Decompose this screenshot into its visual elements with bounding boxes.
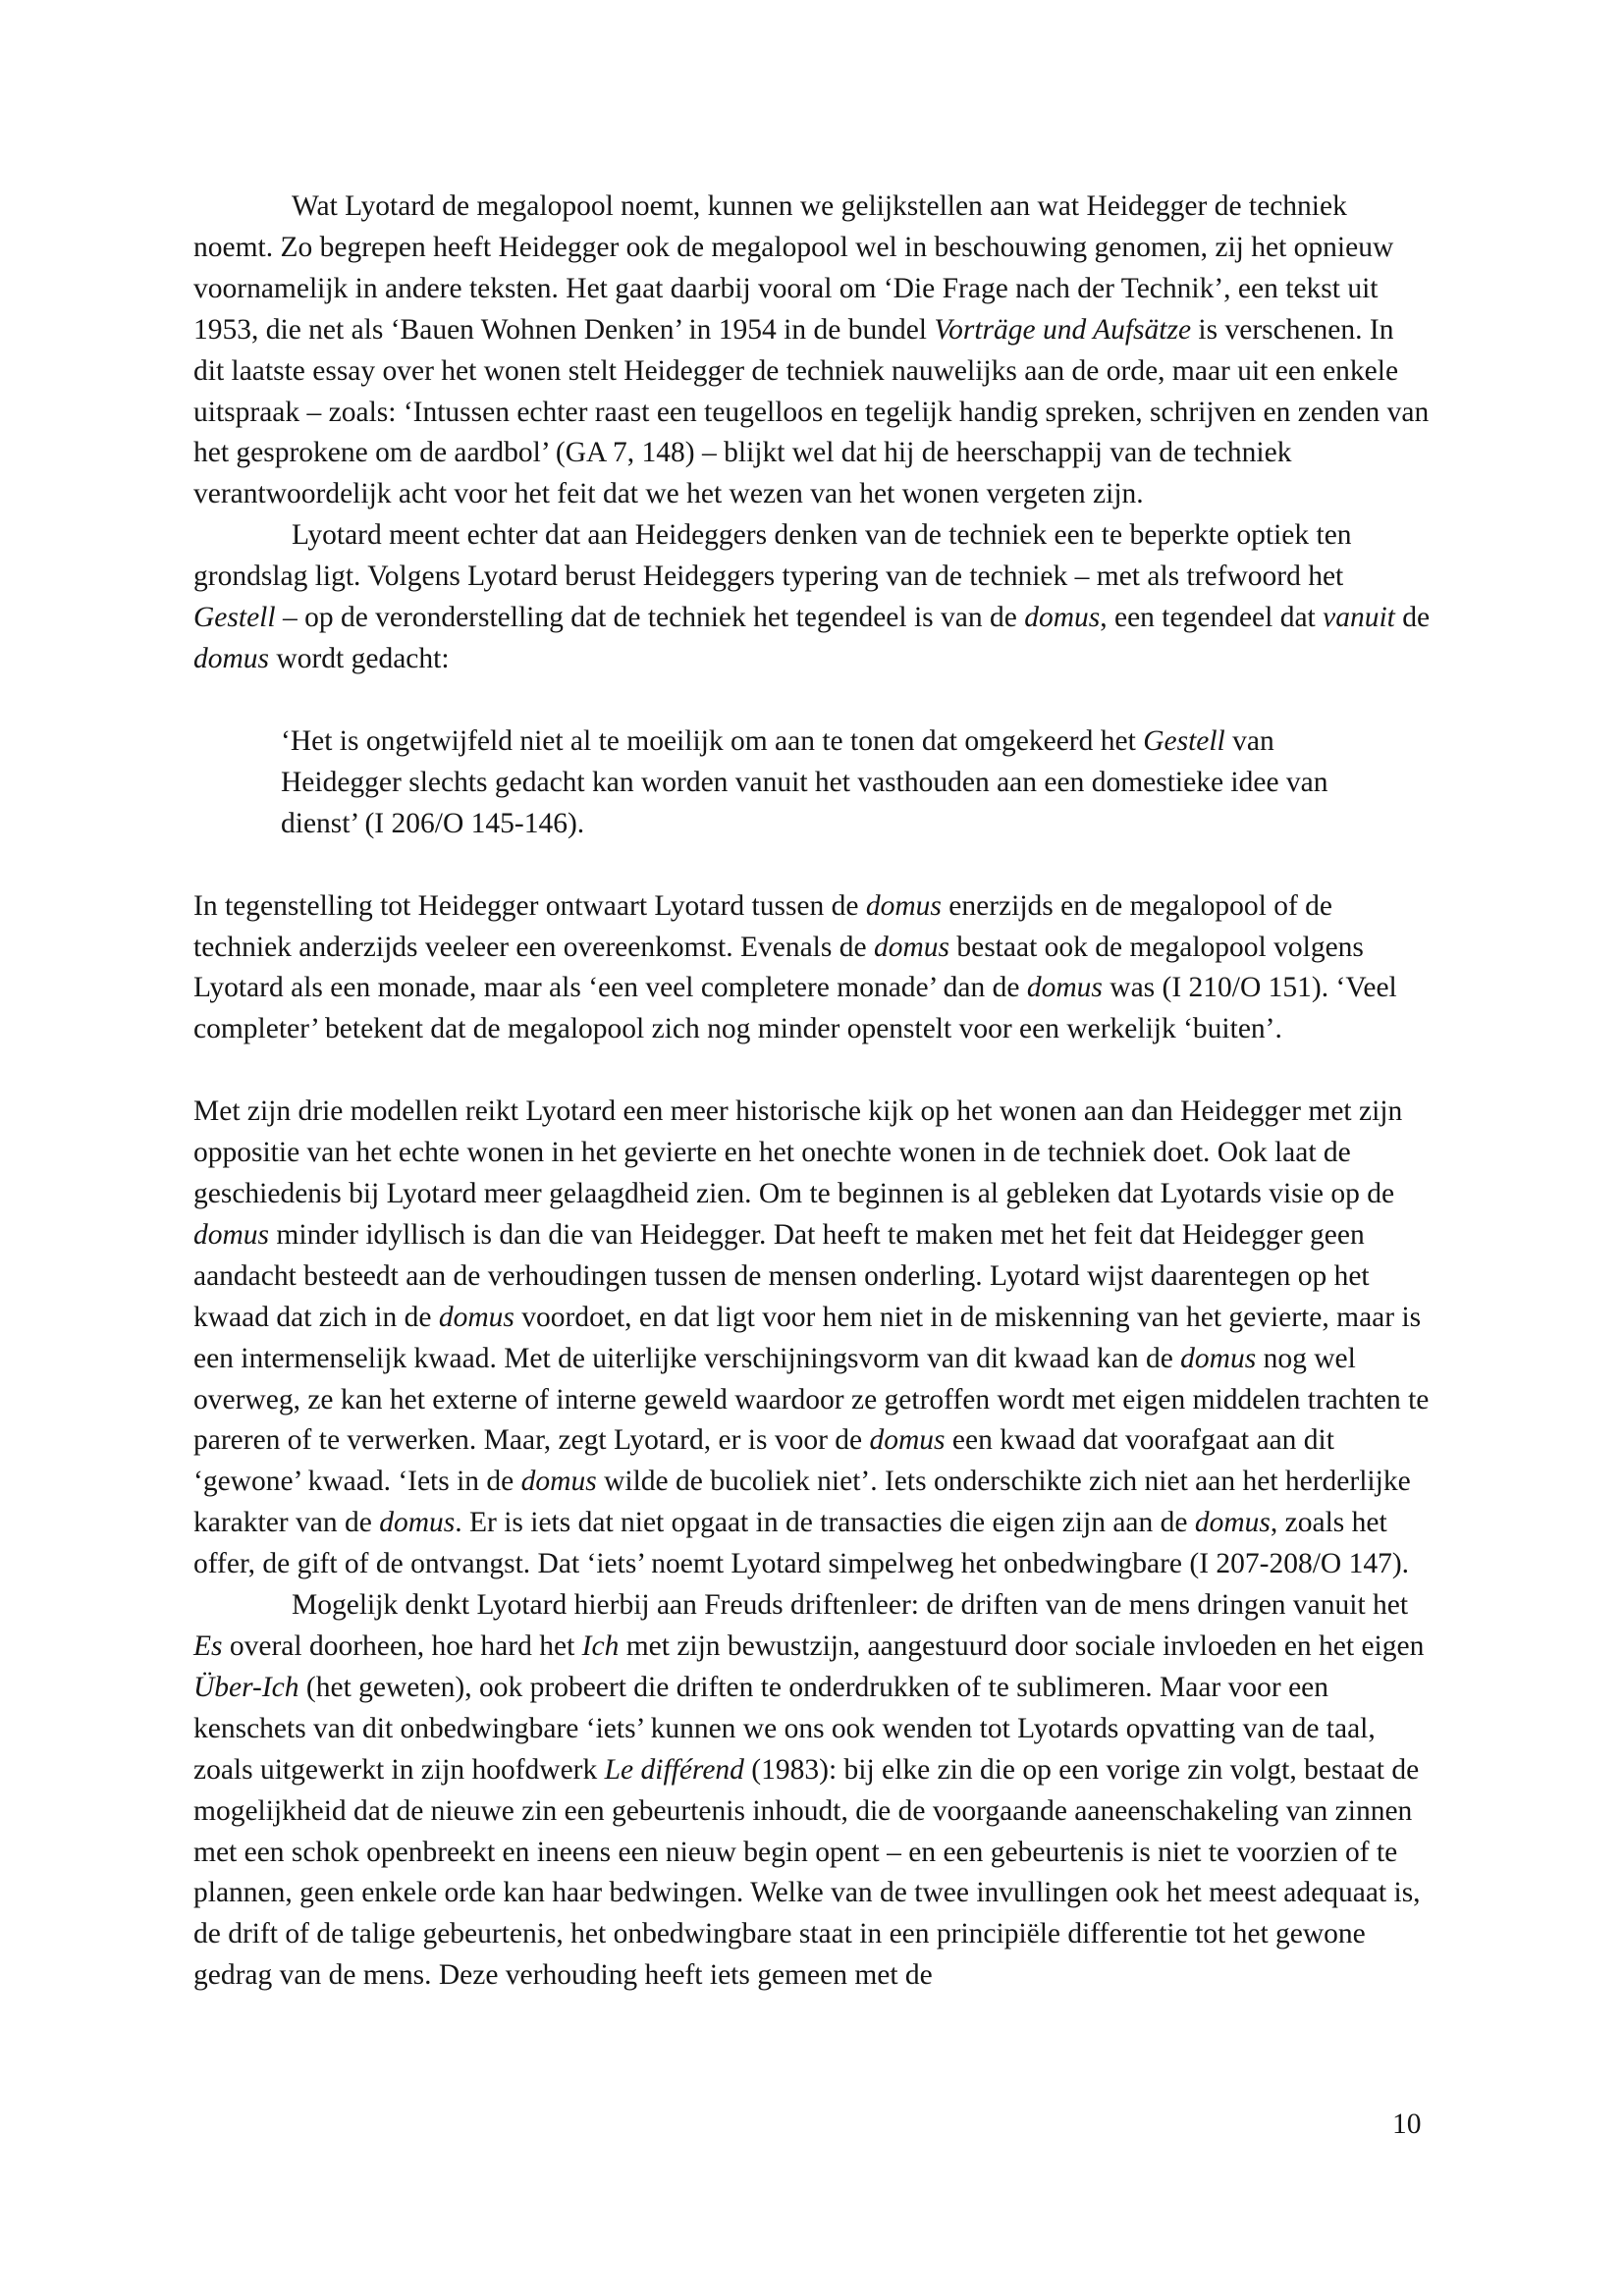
text-span: . Er is iets dat niet opgaat in de transacties die eigen zijn aan de	[455, 1507, 1195, 1539]
body-text	[193, 187, 1431, 1997]
text-span: ‘Het is ongetwijfeld niet al te moeilijk om aan te tonen dat omgekeerd het	[281, 724, 1144, 757]
block-quote	[281, 721, 1381, 845]
text-span: bestaat ook de megalopool volgens Lyotard als een monade, maar als ‘een veel completere monade’ dan de	[193, 931, 1364, 1004]
italic-text: domus	[438, 1301, 514, 1333]
text-span: overal doorheen, hoe hard het	[222, 1630, 582, 1662]
text-span: minder idyllisch is dan die van Heidegger. Dat heeft te maken met het feit dat Heidegger geen aandacht besteedt aan de verhoudingen tussen de mensen onderling. Lyotard wijst daarentegen op het kwaad dat zich in de	[193, 1218, 1370, 1333]
italic-text: domus	[869, 1424, 946, 1457]
text-span: de	[1394, 602, 1431, 634]
italic-text: domus	[1180, 1342, 1257, 1374]
italic-text: domus	[1024, 602, 1101, 634]
text-span: van Heidegger slechts gedacht kan worden vanuit het vasthouden aan een domestieke idee van dienst’ (I 206/O 145-146).	[281, 724, 1328, 839]
text-span: (1983): bij elke zin die op een vorige zin volgt, bestaat de mogelijkheid dat de nieuwe zin een gebeurtenis inhoudt, die de voorgaande aaneenschakeling van zinnen met een schok openbreekt en ineens een nieuw begin opent – en een gebeurtenis is niet te voorzien of te plannen, geen enkele orde kan haar bedwingen. Welke van de twee invullingen ook het meest adequaat is, de drift of de talige gebeurtenis, het onbedwingbare staat in een principiële differentie tot het gewone gedrag van de mens. Deze verhouding heeft iets gemeen met de	[193, 1753, 1421, 1992]
text-span: wilde de bucoliek niet’. Iets onderschikte zich niet aan het herderlijke karakter van de	[193, 1466, 1411, 1539]
italic-text: domus	[520, 1466, 597, 1498]
text-span: nog wel overweg, ze kan het externe of interne geweld waardoor ze getroffen wordt met eigen middelen trachten te pareren of te verwerken. Maar, zegt Lyotard, er is voor de	[193, 1342, 1430, 1457]
text-span: In tegenstelling tot Heidegger ontwaart Lyotard tussen de	[193, 889, 866, 922]
text-span: met zijn bewustzijn, aangestuurd door sociale invloeden en het eigen	[619, 1630, 1425, 1662]
italic-text: domus	[1194, 1507, 1271, 1539]
text-span: – op de veronderstelling dat de techniek het tegendeel is van de	[275, 602, 1025, 634]
paragraph	[193, 886, 1431, 1051]
text-span: Lyotard meent echter dat aan Heideggers denken van de techniek een te beperkte optiek ten grondslag ligt. Volgens Lyotard berust Heideggers typering van de techniek – met als trefwoord het	[193, 519, 1352, 593]
paragraph	[193, 515, 1431, 680]
italic-text: domus	[193, 642, 270, 674]
italic-text: Vorträge und Aufsätze	[934, 313, 1192, 346]
text-span: wordt gedacht:	[269, 642, 450, 674]
text-span: Met zijn drie modellen reikt Lyotard een meer historische kijk op het wonen aan dan Heidegger met zijn oppositie van het echte wonen in het gevierte en het onechte wonen in de techniek doet. Ook laat de geschiedenis bij Lyotard meer gelaagdheid zien. Om te beginnen is al gebleken dat Lyotards visie op de	[193, 1095, 1403, 1210]
italic-text: Gestell	[1143, 724, 1225, 757]
italic-text: domus	[873, 931, 949, 963]
italic-text: domus	[193, 1218, 270, 1251]
text-span: is verschenen. In dit laatste essay over het wonen stelt Heidegger de techniek nauwelijks aan de orde, maar uit een enkele uitspraak – zoals: ‘Intussen echter raast een teugelloos en tegelijk handig spreken, schrijven en zenden van het gesprokene om de aardbol’ (GA 7, 148) – blijkt wel dat hij de heerschappij van de techniek verantwoordelijk acht voor het feit dat we het wezen van het wonen vergeten zijn.	[193, 313, 1430, 510]
paragraph	[193, 1092, 1431, 1585]
text-span: , een tegendeel dat	[1100, 602, 1324, 634]
paragraph	[193, 187, 1431, 515]
page-number: 10	[1392, 2109, 1422, 2140]
italic-text: domus	[865, 889, 942, 922]
paragraph	[193, 1585, 1431, 1997]
text-span: Mogelijk denkt Lyotard hierbij aan Freuds driftenleer: de driften van de mens dringen vanuit het	[292, 1589, 1409, 1622]
text-span: Wat Lyotard de megalopool noemt, kunnen we gelijkstellen aan wat Heidegger de techniek noemt. Zo begrepen heeft Heidegger ook de megalopool wel in beschouwing genomen, zij het opnieuw voornamelijk in andere teksten. Het gaat daarbij vooral om ‘Die Frage nach der Technik’, een tekst uit 1953, die net als ‘Bauen Wohnen Denken’ in 1954 in de bundel	[193, 190, 1394, 346]
text-span: een kwaad dat voorafgaat aan dit ‘gewone’ kwaad. ‘Iets in de	[193, 1424, 1334, 1498]
text-span: (het geweten), ook probeert die driften te onderdrukken of te sublimeren. Maar voor een kenschets van dit onbedwingbare ‘iets’ kunnen we ons ook wenden tot Lyotards opvatting van de taal, zoals uitgewerkt in zijn hoofdwerk	[193, 1671, 1376, 1786]
italic-text: Es	[193, 1630, 223, 1662]
text-span: voordoet, en dat ligt voor hem niet in de miskenning van het gevierte, maar is een intermenselijk kwaad. Met de uiterlijke verschijningsvorm van dit kwaad kan de	[193, 1301, 1422, 1374]
italic-text: Gestell	[193, 602, 276, 634]
text-span: , zoals het offer, de gift of de ontvangst. Dat ‘iets’ noemt Lyotard simpelweg het onbedwingbare (I 207-208/O 147).	[193, 1507, 1410, 1580]
italic-text: Über-Ich	[193, 1671, 299, 1703]
italic-text: Ich	[581, 1630, 620, 1662]
italic-text: vanuit	[1323, 602, 1395, 634]
italic-text: domus	[379, 1507, 456, 1539]
text-span: was (I 210/O 151). ‘Veel completer’ betekent dat de megalopool zich nog minder openstelt voor een werkelijk ‘buiten’.	[193, 972, 1397, 1045]
italic-text: domus	[1026, 972, 1103, 1004]
italic-text: Le différend	[604, 1753, 744, 1786]
text-span: enerzijds en de megalopool of de techniek anderzijds veeleer een overeenkomst. Evenals de	[193, 889, 1333, 963]
